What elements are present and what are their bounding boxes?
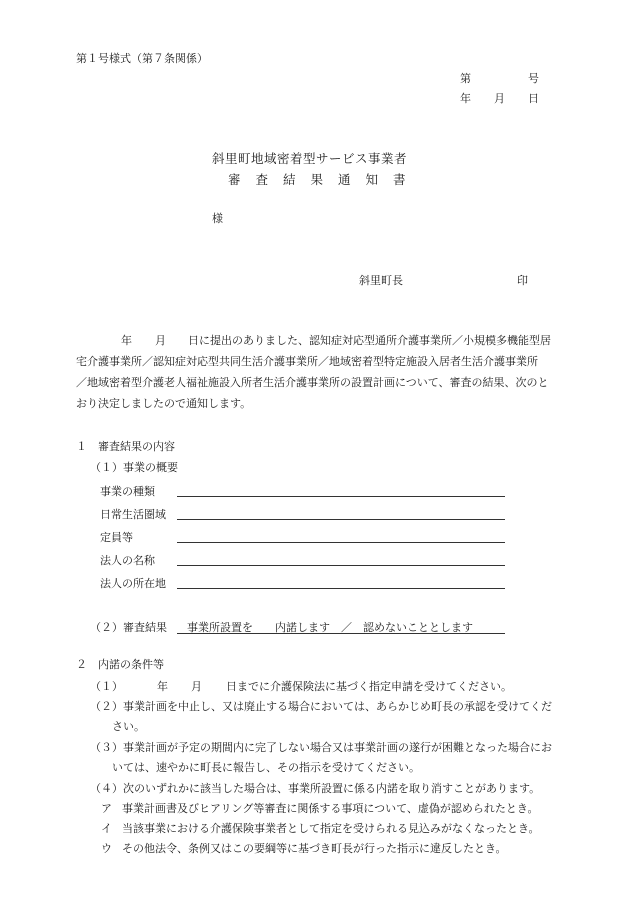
review-result-label: （２）審査結果: [90, 621, 167, 634]
field-label-capacity: 定員等: [100, 531, 133, 544]
number-suffix: 号: [528, 72, 539, 85]
condition3-line2: いては、速やかに町長に報告し、その指示を受けてください。: [112, 761, 420, 774]
review-result-value: 事業所設置を 内諾します ／ 認めないこととします: [187, 621, 473, 634]
condition4: （４）次のいずれかに該当した場合は、事業所設置に係る内諾を取り消すことがあります。: [90, 782, 541, 795]
item-i-text: 当該事業における介護保険事業者として指定を受けられる見込みがなくなったとき。: [122, 822, 540, 835]
field-line-daily-area: [177, 519, 505, 520]
body-line1: 日に提出のありました、認知症対応型通所介護事業所／小規模多機能型居: [188, 334, 551, 347]
item-u-text: その他法令、条例又はこの要綱等に基づき町長が行った指示に違反したとき。: [122, 842, 507, 855]
number-prefix: 第: [460, 72, 471, 85]
section1-sub1: （１）事業の概要: [90, 461, 178, 474]
review-result-underline: [177, 633, 505, 634]
form-label: 第１号様式（第７条関係）: [76, 52, 208, 65]
condition1-text: 日までに介護保険法に基づく指定申請を受けてください。: [226, 680, 512, 693]
field-label-corp-name: 法人の名称: [100, 554, 155, 567]
item-i-mark: イ: [101, 822, 112, 835]
condition3-line1: （３）事業計画が予定の期間内に完了しない場合又は事業計画の遂行が困難となった場合にお: [90, 741, 552, 754]
body-year: 年: [121, 334, 132, 347]
body-line3: ／地域密着型介護老人福祉施設入所者生活介護事業所の設置計画について、審査の結果、次のと: [76, 376, 549, 389]
body-line2: 宅介護事業所／認知症対応型共同生活介護事業所／地域密着型特定施設入居者生活介護事業所: [76, 355, 538, 368]
sender-title: 斜里町長: [359, 274, 403, 287]
addressee-suffix: 様: [212, 212, 223, 225]
condition2-line1: （２）事業計画を中止し、又は廃止する場合においては、あらかじめ町長の承認を受けてくだ: [90, 700, 552, 713]
body-line4: おり決定しましたので通知します。: [76, 397, 252, 410]
condition1-label: （１）: [90, 680, 123, 693]
field-line-capacity: [177, 542, 505, 543]
section1-heading: １ 審査結果の内容: [76, 440, 175, 453]
field-label-corp-address: 法人の所在地: [100, 577, 166, 590]
condition1-year: 年: [157, 680, 168, 693]
field-line-corp-address: [177, 588, 505, 589]
document-subtitle: 審査結果通知書: [228, 172, 421, 187]
condition1-month: 月: [191, 680, 202, 693]
section2-heading: ２ 内諾の条件等: [76, 658, 164, 671]
field-line-corp-name: [177, 565, 505, 566]
item-a-mark: ア: [101, 802, 112, 815]
item-a-text: 事業計画書及びヒアリング等審査に関係する事項について、虚偽が認められたとき。: [122, 802, 539, 815]
body-month: 月: [155, 334, 166, 347]
item-u-mark: ウ: [101, 842, 112, 855]
date-month: 月: [494, 92, 505, 105]
seal-mark: 印: [517, 274, 528, 287]
field-label-daily-area: 日常生活圏域: [100, 508, 166, 521]
date-day: 日: [528, 92, 539, 105]
field-line-business-type: [177, 496, 505, 497]
field-label-business-type: 事業の種類: [100, 485, 155, 498]
date-year: 年: [460, 92, 471, 105]
condition2-line2: さい。: [112, 720, 145, 733]
document-title: 斜里町地域密着型サービス事業者: [212, 151, 408, 166]
